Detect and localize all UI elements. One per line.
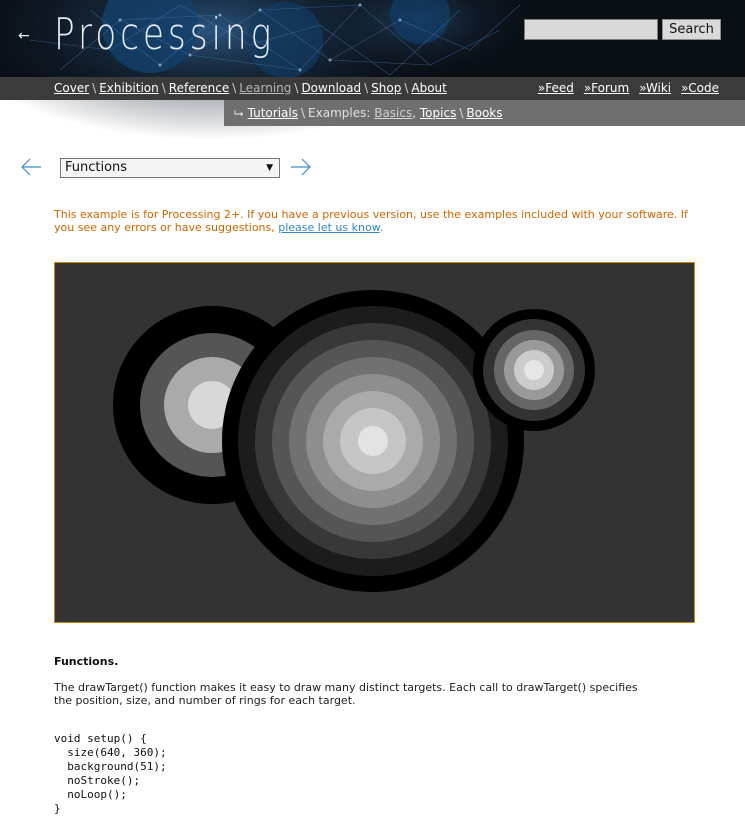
example-description: The drawTarget() function makes it easy to draw many distinct targets. Each call to drawTarget() specifies the position, size, and number of rings for each target. (54, 681, 638, 707)
nav-separator: \ (161, 81, 166, 95)
chevron-down-icon: ▼ (266, 163, 273, 173)
version-notice (54, 208, 694, 234)
subnav-separator: \ (300, 106, 306, 120)
subnav-basics[interactable]: Basics (374, 106, 413, 120)
code-line: background(51); (54, 760, 167, 773)
search-input[interactable] (524, 19, 658, 40)
nav-link-code[interactable]: »Code (681, 81, 719, 95)
main-nav (0, 77, 745, 100)
code-line: size(640, 360); (54, 746, 167, 759)
nav-item-exhibition[interactable]: Exhibition (99, 81, 159, 95)
code-block (54, 732, 167, 816)
nav-separator: \ (232, 81, 237, 95)
nav-link-wiki[interactable]: »Wiki (639, 81, 672, 95)
next-example-arrow-icon[interactable] (290, 157, 312, 177)
site-title[interactable]: Processing (54, 9, 276, 60)
nav-separator: \ (294, 81, 299, 95)
subnav-tutorials[interactable]: Tutorials (247, 106, 298, 120)
nav-secondary (528, 81, 719, 96)
nav-item-learning[interactable]: Learning (239, 81, 292, 95)
learning-subnav: ⮡ Tutorials \ Examples: Basics, Topics \ Books (224, 100, 745, 126)
nav-item-reference[interactable]: Reference (168, 81, 230, 95)
nav-item-cover[interactable]: Cover (54, 81, 90, 95)
nav-item-download[interactable]: Download (301, 81, 362, 95)
code-line: void setup() { (54, 732, 147, 745)
code-line: } (54, 802, 61, 815)
example-dropdown-value: Functions (65, 160, 128, 175)
search-button[interactable]: Search (662, 19, 721, 40)
nav-link-forum[interactable]: »Forum (583, 81, 630, 95)
notice-text: This example is for Processing 2+. If you have a previous version, use the examples included with your software. If you see any errors or have suggestions, (54, 208, 688, 234)
nav-separator: \ (364, 81, 369, 95)
nav-item-shop[interactable]: Shop (371, 81, 402, 95)
nav-primary (54, 81, 447, 96)
target-right (473, 309, 595, 431)
sketch-canvas (54, 262, 695, 623)
nav-separator: \ (404, 81, 409, 95)
code-line: noStroke(); (54, 774, 141, 787)
code-line: noLoop(); (54, 788, 127, 801)
hook-arrow-icon: ⮡ (234, 106, 244, 120)
example-dropdown[interactable] (60, 158, 280, 178)
subnav-separator: \ (459, 106, 464, 120)
nav-separator: \ (92, 81, 97, 95)
feedback-link[interactable]: please let us know (278, 221, 380, 234)
nav-item-about[interactable]: About (411, 81, 447, 95)
header (0, 0, 745, 77)
previous-example-arrow-icon[interactable] (20, 157, 42, 177)
subnav-books[interactable]: Books (466, 106, 503, 120)
notice-suffix: . (379, 221, 384, 234)
example-title: Functions. (54, 655, 119, 668)
target-center (222, 290, 524, 592)
back-arrow-icon[interactable]: ← (18, 28, 30, 44)
subnav-examples-label: Examples: (308, 106, 371, 120)
targets-drawing (55, 263, 694, 622)
subnav-topics[interactable]: Topics (419, 106, 457, 120)
nav-link-feed[interactable]: »Feed (537, 81, 574, 95)
